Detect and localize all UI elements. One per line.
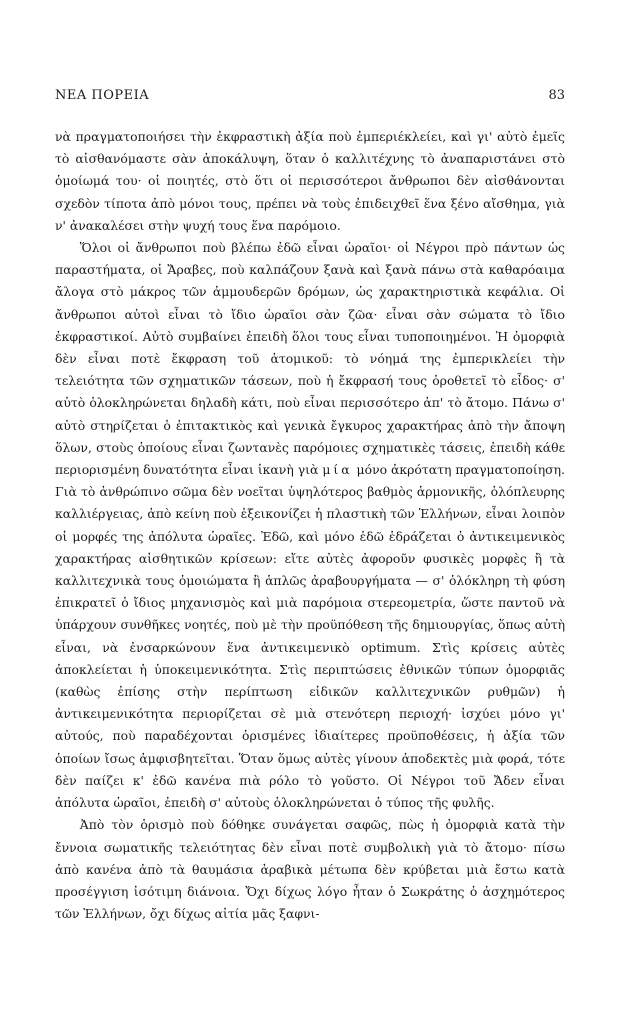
running-title: ΝΕΑ ΠΟΡΕΙΑ xyxy=(55,88,150,103)
running-head xyxy=(55,88,565,108)
paragraph-text: Ὅλοι οἱ ἄνθρωποι ποὺ βλέπω ἐδῶ εἶναι ὡραῖοι· οἱ Νέγροι πρὸ πάντων ὡς παραστήματα, οἱ Ἄραβες, ποὺ καλπάζουν ξανὰ καὶ ξανὰ πάνω στὰ καθαρόαιμα ἄλογα στὸ μάκρος τῶν ἀμμουδερῶν δρόμων, ὡς χαρακτηριστικὰ κεφάλια. Οἱ ἄνθρωποι αὐτοὶ εἶναι τὸ ἴδιο ὡραῖοι σὰν ζῶα· εἶναι σὰν σώματα τὸ ἴδιο ἐκφραστικοί. Αὐτὸ συμβαίνει ἐπειδὴ ὅλοι τους εἶναι τυποποιημένοι. Ἡ ὀμορφιὰ δὲν εἶναι ποτὲ ἔκφραση τοῦ ἀτομικοῦ: τὸ νόημά της ἐμπερικλείει τὴν τελειότητα τῶν σχηματικῶν τάσεων, ποὺ ἡ ἔκφρασή τους ὁροθετεῖ τὸ εἶδος· σ' αὐτὸ ὁλοκληρώνεται δηλαδὴ κάτι, ποὺ εἶναι περισσότερο ἀπ' τὸ ἄτομο. Πάνω σ' αὐτὸ στηρίζεται ὁ ἐπιτακτικὸς καὶ γενικὰ ἔγκυρος χαρακτήρας ἀπὸ τὴν ἄποψη ὅλων, στοὺς ὁποίους εἶναι ζωντανὲς παρόμοιες σχηματικὲς τάσεις, ἐπειδὴ κάθε περιορισμένη δυνατότητα εἶναι ἱκανὴ γιὰ xyxy=(55,240,565,478)
paragraph xyxy=(55,814,565,925)
paragraph xyxy=(55,126,565,237)
emphasized-word: μία xyxy=(322,462,353,478)
paragraph-text: νὰ πραγματοποιήσει τὴν ἐκφραστικὴ ἀξία ποὺ ἐμπεριέκλείει, καὶ γι' αὐτὸ ἐμεῖς τὸ αἰσθανόμαστε σὰν ἀποκάλυψη, ὅταν ὁ καλλιτέχνης τὸ ἀναπαριστάνει στὸ ὁμοίωμά του· οἱ ποιητές, στὸ ὅτι οἱ περισσότεροι ἄνθρωποι δὲν αἰσθάνονται σχεδὸν τίποτα ἀπὸ μόνοι τους, πρέπει νὰ τοὺς ἐπιδειχθεῖ ἕνα ξένο αἴσθημα, γιὰ ν' ἀνακαλέσει στὴν ψυχή τους ἕνα παρόμοιο. xyxy=(55,129,565,233)
page-number: 83 xyxy=(548,88,565,103)
paragraph-text: μόνο ἀκρότατη πραγματοποίηση. Γιὰ τὸ ἀνθρώπινο σῶμα δὲν νοεῖται ὑψηλότερος βαθμὸς ἁρμονικῆς, ὁλόπλευρης καλλιέργειας, ἀπὸ κείνη ποὺ ἐξεικονίζει ἡ πλαστικὴ τῶν Ἑλλήνων, εἶναι λοιπὸν οἱ μορφές της ἀπόλυτα ὡραῖες. Ἐδῶ, καὶ μόνο ἐδῶ ἑδράζεται ὁ ἀντικειμενικὸς χαρακτήρας αἰσθητικῶν κρίσεων: εἴτε αὐτὲς ἀφοροῦν φυσικὲς μορφὲς ἢ τὰ καλλιτεχνικὰ τους ὁμοιώματα ἢ ἁπλῶς ἀραβουργήματα — σ' ὁλόκληρη τὴ φύση ἐπικρατεῖ ὁ ἴδιος μηχανισμὸς καὶ μιὰ παρόμοια στερεομετρία, ὥστε παντοῦ νὰ ὑπάρχουν συνθῆκες νοητές, ποὺ μὲ τὴν προϋπόθεση τῆς δημιουργίας, ὅπως αὐτὴ εἶναι, νὰ ἐνσαρκώνουν ἕνα ἀντικειμενικὸ optimum. Στὶς κρίσεις αὐτὲς ἀποκλείεται ἡ ὑποκειμενικότητα. Στὶς περιπτώσεις ἐθνικῶν τύπων ὀμορφιᾶς (καθὼς ἐπίσης στὴν περίπτωση εἰδικῶν καλλιτεχνικῶν ρυθμῶν) ἡ ἀντικειμενικότητα περιορίζεται σὲ μιὰ στενότερη περιοχή· ἰσχύει μόνο γι' αὐτούς, ποὺ παραδέχονται ὁρισμένες ἰδιαίτερες προϋποθέσεις, ἡ ἀξία τῶν ὁποίων ἴσως ἀμφισβητεῖται. Ὅταν ὅμως αὐτὲς γίνουν ἀποδεκτὲς μιὰ φορά, τότε δὲν παίζει κ' ἐδῶ κανένα πιὰ ρόλο τὸ γοῦστο. Οἱ Νέγροι τοῦ Ἄδεν εἶναι ἀπόλυτα ὡραῖοι, ἐπειδὴ σ' αὐτοὺς ὁλοκληρώνεται ὁ τύπος τῆς φυλῆς. xyxy=(55,462,565,811)
body-text xyxy=(55,126,565,925)
paragraph-text: Ἀπὸ τὸν ὁρισμὸ ποὺ δόθηκε συνάγεται σαφῶς, πὼς ἡ ὀμορφιὰ κατὰ τὴν ἔννοια σωματικῆς τελειότητας δὲν εἶναι ποτὲ συμβολικὴ γιὰ τὸ ἄτομο· πίσω ἀπὸ κανένα ἀπὸ τὰ θαυμάσια ἀραβικὰ μέτωπα δὲν κρύβεται μιὰ ἔστω κατὰ προσέγγιση ἰσότιμη διάνοια. Ὄχι δίχως λόγο ἦταν ὁ Σωκράτης ὁ ἀσχημότερος τῶν Ἑλλήνων, ὄχι δίχως αἰτία μᾶς ξαφνι- xyxy=(55,817,565,922)
paragraph xyxy=(55,237,565,814)
